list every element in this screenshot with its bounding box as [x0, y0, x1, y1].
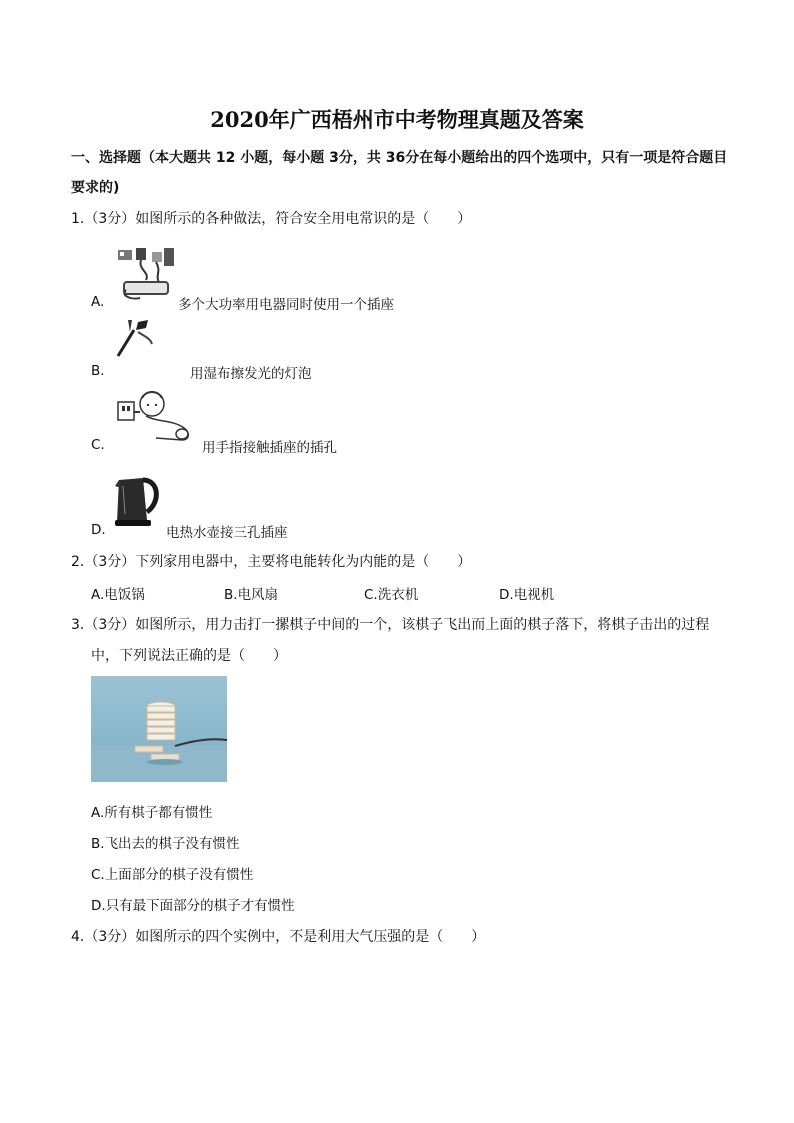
question-1-option-c-text: 用手指接触插座的插孔 — [202, 440, 337, 456]
question-1-option-b-text: 用湿布擦发光的灯泡 — [190, 366, 312, 382]
child-socket-icon — [116, 388, 200, 444]
question-3-stem-line2: 中，下列说法正确的是（ ） — [91, 648, 287, 664]
question-3-option-d: D.只有最下面部分的棋子才有惯性 — [91, 898, 295, 914]
question-1-option-b-letter: B. — [91, 363, 105, 379]
section-heading-line2: 要求的) — [71, 180, 120, 196]
page-title: 2020年广西梧州市中考物理真题及答案 — [210, 107, 584, 132]
question-3-stem-line1: 3.（3分）如图所示，用力击打一摞棋子中间的一个，该棋子飞出而上面的棋子落下，将棋子击出的过程 — [71, 617, 710, 633]
question-4-stem: 4.（3分）如图所示的四个实例中，不是利用大气压强的是（ ） — [71, 929, 486, 945]
question-2-option-b: B.电风扇 — [224, 587, 279, 603]
question-1-option-d-text: 电热水壶接三孔插座 — [166, 525, 288, 541]
question-2-option-a: A.电饭锅 — [91, 587, 145, 603]
question-2-option-c: C.洗衣机 — [364, 587, 419, 603]
question-2-stem: 2.（3分）下列家用电器中，主要将电能转化为内能的是（ ） — [71, 554, 472, 570]
question-2-option-d: D.电视机 — [499, 587, 555, 603]
question-3-option-a: A.所有棋子都有惯性 — [91, 805, 213, 821]
question-1-option-d-letter: D. — [91, 522, 106, 538]
question-1-option-a-text: 多个大功率用电器同时使用一个插座 — [178, 297, 394, 313]
electric-kettle-icon — [113, 472, 165, 528]
section-heading-line1: 一、选择题（本大题共 12 小题，每小题 3分，共 36分在每小题给出的四个选项中，只有一项是符合题目 — [71, 150, 728, 166]
question-3-option-c: C.上面部分的棋子没有惯性 — [91, 867, 254, 883]
question-1-option-c-letter: C. — [91, 437, 105, 453]
power-strip-icon — [116, 246, 176, 302]
stacked-chess-pieces-photo — [91, 676, 227, 782]
wet-cloth-bulb-icon — [114, 318, 156, 358]
question-1-option-a-letter: A. — [91, 294, 105, 310]
question-3-option-b: B.飞出去的棋子没有惯性 — [91, 836, 240, 852]
question-1-stem: 1.（3分）如图所示的各种做法，符合安全用电常识的是（ ） — [71, 211, 472, 227]
